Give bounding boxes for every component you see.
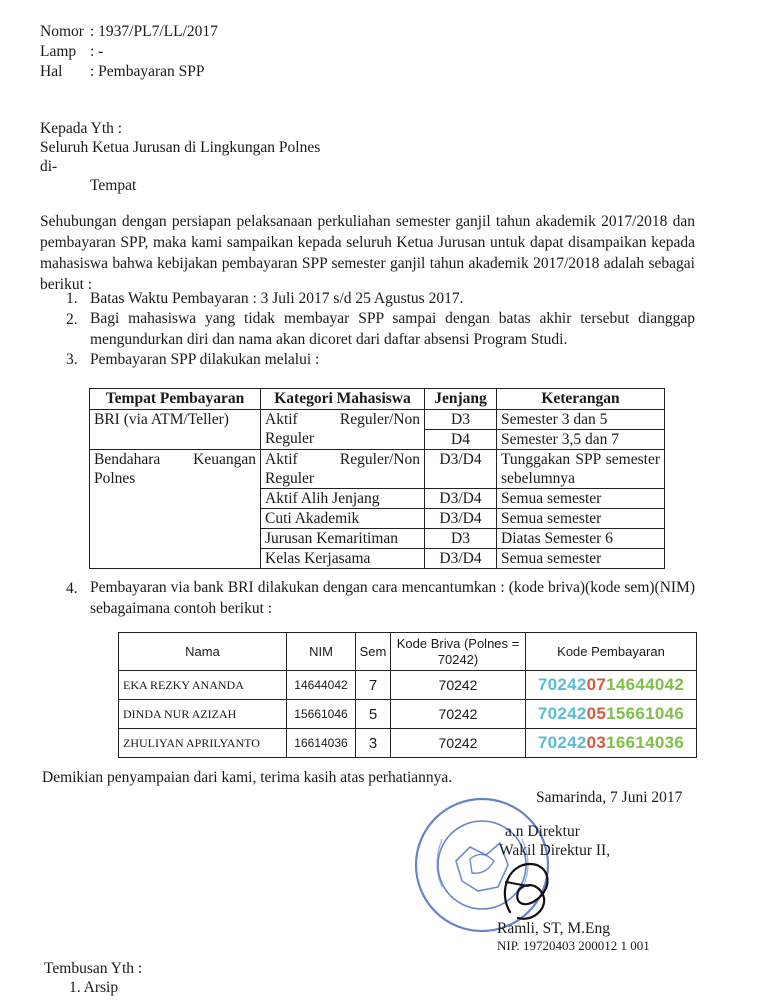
signature-title: Wakil Direktur II, xyxy=(499,842,611,859)
jenjang-cell: D3 xyxy=(425,529,497,549)
kode-nim-part: 14644042 xyxy=(606,675,685,694)
item-number: 3. xyxy=(66,351,78,368)
keterangan-cell: Semua semester xyxy=(497,549,665,569)
jenjang-cell: D3/D4 xyxy=(425,489,497,509)
hal-label: Hal xyxy=(40,63,63,80)
recipient-line3: di- xyxy=(40,158,58,175)
nama-cell: EKA REZKY ANANDA xyxy=(119,671,287,700)
column-header: NIM xyxy=(287,633,356,671)
kode-pembayaran-cell xyxy=(526,671,697,700)
kategori-cell: Aktif Reguler/Non Reguler xyxy=(261,450,425,489)
column-header: Sem xyxy=(356,633,391,671)
table-row xyxy=(119,700,697,729)
signatory-nip: NIP. 19720403 200012 1 001 xyxy=(497,938,650,953)
item-text: Pembayaran via bank BRI dilakukan dengan cara mencantumkan : (kode briva)(kode sem)(NIM) sebagaimana contoh berikut : xyxy=(90,579,695,617)
kategori-cell: Jurusan Kemaritiman xyxy=(261,529,425,549)
briva-cell: 70242 xyxy=(391,700,526,729)
column-header: Keterangan xyxy=(497,389,665,410)
table-row xyxy=(119,671,697,700)
item-number: 1. xyxy=(66,290,78,307)
lamp-value: : - xyxy=(90,43,104,60)
kategori-cell: Cuti Akademik xyxy=(261,509,425,529)
column-header: Jenjang xyxy=(425,389,497,410)
item-text: Bagi mahasiswa yang tidak membayar SPP sampai dengan batas akhir tersebut dianggap mengundurkan diri dan nama akan dicoret dari daftar absensi Program Studi. xyxy=(90,310,695,348)
payment-method-table xyxy=(89,388,665,569)
keterangan-cell: Tunggakan SPP semester sebelumnya xyxy=(497,450,665,489)
table-header-row xyxy=(119,633,697,671)
lamp-label: Lamp xyxy=(40,43,77,60)
nama-cell: DINDA NUR AZIZAH xyxy=(119,700,287,729)
signature-an: a.n Direktur xyxy=(505,823,580,840)
jenjang-cell: D4 xyxy=(425,430,497,450)
kode-sem-part: 07 xyxy=(586,675,607,694)
column-header: Kategori Mahasiswa xyxy=(261,389,425,410)
keterangan-cell: Semua semester xyxy=(497,509,665,529)
nim-cell: 14644042 xyxy=(287,671,356,700)
kategori-cell: Kelas Kerjasama xyxy=(261,549,425,569)
kategori-cell: Aktif Alih Jenjang xyxy=(261,489,425,509)
tembusan-title: Tembusan Yth : xyxy=(44,960,143,977)
table-row xyxy=(119,729,697,758)
keterangan-cell: Semua semester xyxy=(497,489,665,509)
kode-nim-part: 16614036 xyxy=(606,733,685,752)
nomor-value: : 1937/PL7/LL/2017 xyxy=(90,23,218,40)
kode-briva-part: 70242 xyxy=(537,704,587,723)
item-text: Pembayaran SPP dilakukan melalui : xyxy=(90,351,320,368)
item-text: Batas Waktu Pembayaran : 3 Juli 2017 s/d 25 Agustus 2017. xyxy=(90,290,464,307)
nama-cell: ZHULIYAN APRILYANTO xyxy=(119,729,287,758)
keterangan-cell: Diatas Semester 6 xyxy=(497,529,665,549)
closing-text: Demikian penyampaian dari kami, terima kasih atas perhatiannya. xyxy=(42,769,453,786)
table-header-row xyxy=(90,389,665,410)
item-number: 2. xyxy=(66,311,78,328)
briva-cell: 70242 xyxy=(391,729,526,758)
jenjang-cell: D3 xyxy=(425,410,497,430)
nomor-label: Nomor xyxy=(40,23,84,40)
sem-cell: 7 xyxy=(356,671,391,700)
place-date: Samarinda, 7 Juni 2017 xyxy=(536,789,683,806)
jenjang-cell: D3/D4 xyxy=(425,509,497,529)
recipient-line4: Tempat xyxy=(90,177,137,194)
kode-briva-part: 70242 xyxy=(537,675,587,694)
tempat-cell: Bendahara Keuangan Polnes xyxy=(90,450,261,569)
kode-pembayaran-cell xyxy=(526,700,697,729)
hal-value: : Pembayaran SPP xyxy=(90,63,205,80)
nim-cell: 15661046 xyxy=(287,700,356,729)
nim-cell: 16614036 xyxy=(287,729,356,758)
signatory-name: Ramli, ST, M.Eng xyxy=(497,920,610,937)
kode-nim-part: 15661046 xyxy=(606,704,685,723)
recipient-line2: Seluruh Ketua Jurusan di Lingkungan Polnes xyxy=(40,139,321,156)
item-number: 4. xyxy=(66,580,78,597)
column-header: Nama xyxy=(119,633,287,671)
jenjang-cell: D3/D4 xyxy=(425,450,497,489)
table-row xyxy=(90,450,665,489)
jenjang-cell: D3/D4 xyxy=(425,549,497,569)
kode-sem-part: 05 xyxy=(586,704,607,723)
tempat-cell: BRI (via ATM/Teller) xyxy=(90,410,261,450)
table-row xyxy=(90,410,665,430)
payment-code-example-table xyxy=(118,632,697,758)
kode-briva-part: 70242 xyxy=(537,733,587,752)
kode-sem-part: 03 xyxy=(586,733,607,752)
column-header: Kode Briva (Polnes = 70242) xyxy=(391,633,526,671)
sem-cell: 5 xyxy=(356,700,391,729)
column-header: Kode Pembayaran xyxy=(526,633,697,671)
kategori-cell: Aktif Reguler/Non Reguler xyxy=(261,410,425,450)
column-header: Tempat Pembayaran xyxy=(90,389,261,410)
briva-cell: 70242 xyxy=(391,671,526,700)
intro-paragraph: Sehubungan dengan persiapan pelaksanaan perkuliahan semester ganjil tahun akademik 2017/2018 dan pembayaran SPP, maka kami sampaikan kepada seluruh Ketua Jurusan untuk dapat disampaikan kepada mahasiswa bahwa kebijakan pembayaran SPP semester ganjil tahun akademik 2017/2018 adalah sebagai berikut : xyxy=(40,213,695,293)
kode-pembayaran-cell xyxy=(526,729,697,758)
tembusan-item: 1. Arsip xyxy=(69,979,119,996)
recipient-line1: Kepada Yth : xyxy=(40,120,123,137)
keterangan-cell: Semester 3 dan 5 xyxy=(497,410,665,430)
sem-cell: 3 xyxy=(356,729,391,758)
keterangan-cell: Semester 3,5 dan 7 xyxy=(497,430,665,450)
